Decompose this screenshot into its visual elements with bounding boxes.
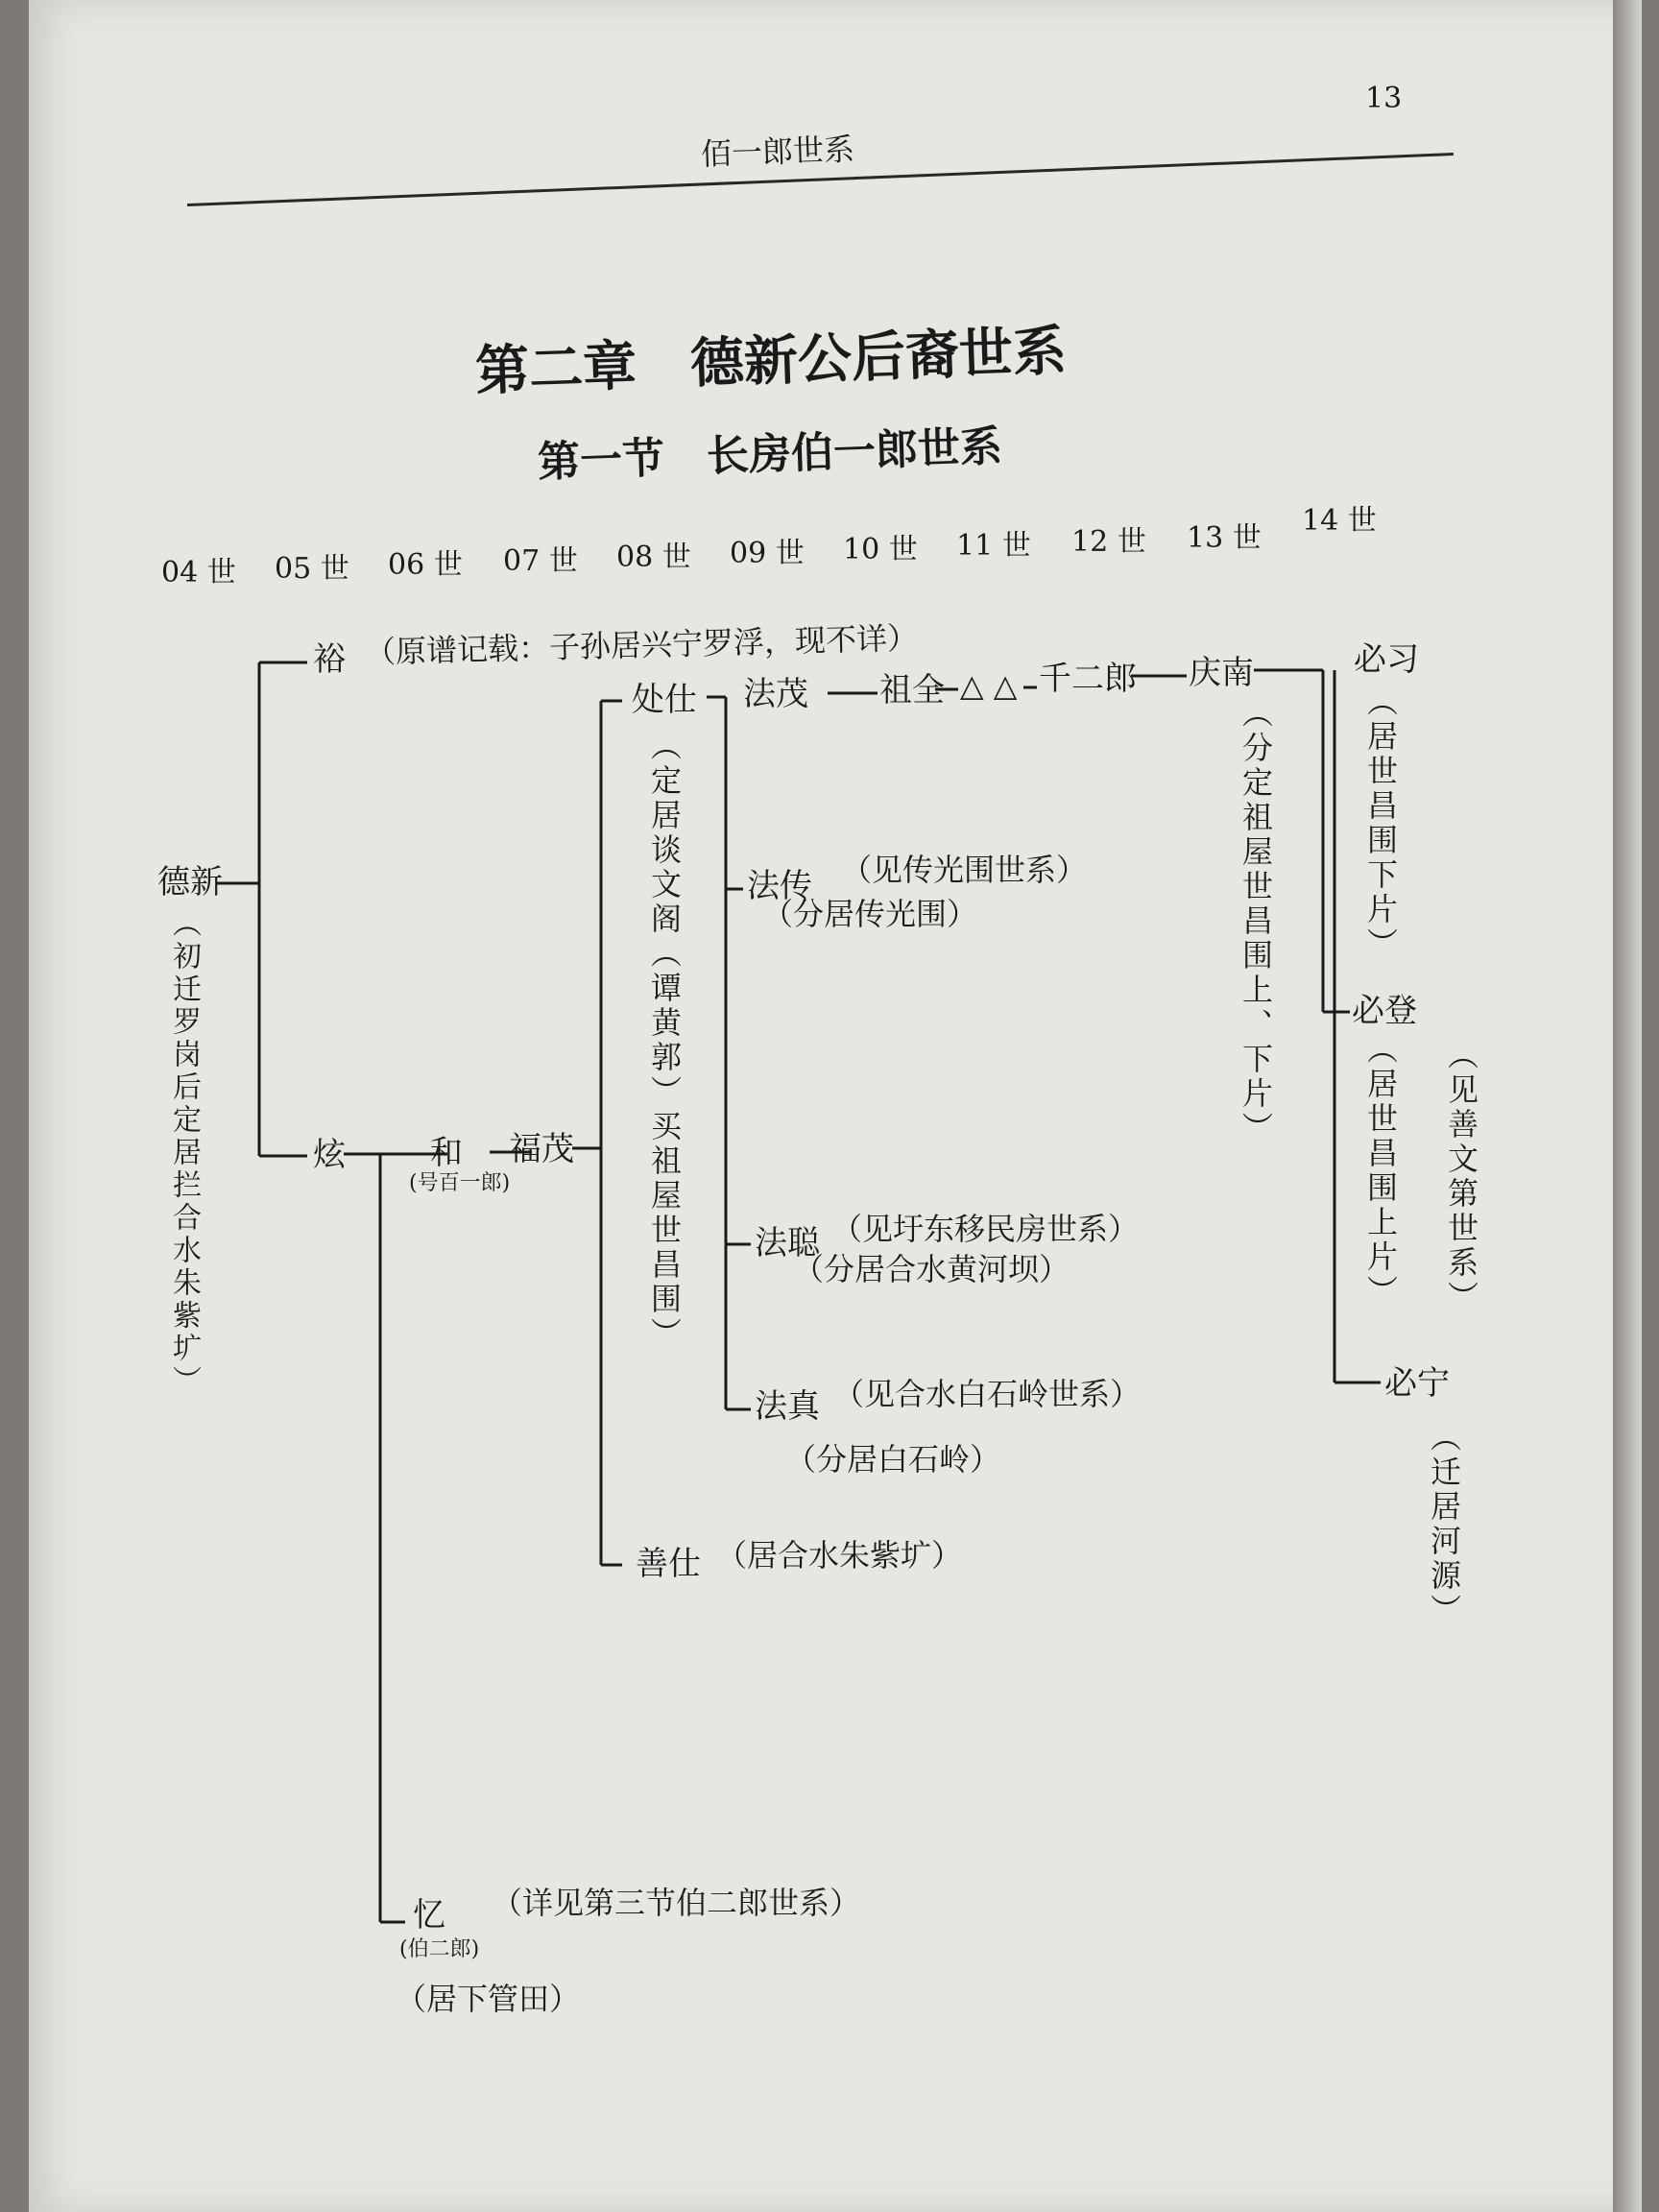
note-qingnan: （分定祖屋世昌围上、下片） xyxy=(1238,697,1274,1146)
ref-facong: （见圩东移民房世系） xyxy=(831,1211,1140,1247)
gen-label: 11 世 xyxy=(956,529,1031,563)
note-fachuan: （分居传光围） xyxy=(762,896,978,932)
gen-label: 05 世 xyxy=(275,552,349,586)
book-page xyxy=(29,0,1642,2212)
note-dexin: （初迁罗岗后定居拦合水朱紫圹） xyxy=(167,908,201,1398)
note-he: (号百一郎) xyxy=(409,1171,511,1195)
person-he: 和 xyxy=(430,1134,463,1172)
note-fazhen: （分居白石岭） xyxy=(785,1441,1001,1478)
note-bideng: （居世昌围上片） xyxy=(1362,1033,1399,1310)
note-bixi: （居世昌围下片） xyxy=(1362,685,1399,962)
person-yi: 忆 xyxy=(413,1896,445,1935)
gen-label: 09 世 xyxy=(730,537,805,570)
person-bining: 必宁 xyxy=(1384,1364,1450,1403)
note-shanshi: （居合水朱紫圹） xyxy=(716,1537,963,1574)
marker-unknown-generations: △ △ xyxy=(960,667,1018,704)
person-fumao: 福茂 xyxy=(509,1130,574,1168)
gen-label: 08 世 xyxy=(616,541,691,574)
person-xuan: 炫 xyxy=(313,1136,346,1174)
person-bixi: 必习 xyxy=(1354,640,1419,679)
gen-label: 06 世 xyxy=(388,548,463,582)
person-facong: 法聪 xyxy=(755,1224,820,1262)
person-fazhen: 法真 xyxy=(755,1387,820,1426)
note-bideng-ref: （见善文第世系） xyxy=(1443,1039,1479,1315)
tree-lines xyxy=(29,0,1642,2212)
gen-label: 04 世 xyxy=(161,556,236,589)
chapter-title: 第二章 德新公后裔世系 xyxy=(474,319,1068,403)
page-number: 13 xyxy=(1365,82,1403,115)
note-chushi: （定居谈文阁（谭黄郭）买祖屋世昌围） xyxy=(646,730,683,1352)
section-title: 第一节 长房伯一郎世系 xyxy=(537,421,1003,488)
person-zuquan: 祖全 xyxy=(879,671,945,709)
person-bideng: 必登 xyxy=(1352,992,1417,1030)
page-edge xyxy=(1613,0,1642,2212)
note-bining: （迁居河源） xyxy=(1426,1421,1462,1628)
gen-label: 10 世 xyxy=(843,533,918,566)
running-title: 佰一郎世系 xyxy=(700,131,855,173)
person-chushi: 处仕 xyxy=(632,681,697,719)
gen-label: 14 世 xyxy=(1302,504,1377,538)
person-qianerlang: 千二郎 xyxy=(1039,660,1137,698)
person-shanshi: 善仕 xyxy=(636,1545,701,1583)
note-facong: （分居合水黄河坝） xyxy=(793,1251,1070,1287)
gen-label: 12 世 xyxy=(1071,525,1146,559)
gen-label: 07 世 xyxy=(503,544,578,578)
person-dexin: 德新 xyxy=(157,863,223,902)
ref-fachuan: （见传光围世系） xyxy=(841,852,1088,888)
ref-fazhen: （见合水白石岭世系） xyxy=(833,1376,1142,1412)
person-famao: 法茂 xyxy=(743,675,808,713)
person-yu: 裕 xyxy=(313,640,346,679)
note-yi-residence: （居下管田） xyxy=(396,1981,581,2017)
person-qingnan: 庆南 xyxy=(1189,654,1254,692)
note-yu: （原谱记载：子孙居兴宁罗浮，现不详） xyxy=(364,619,919,671)
note-yi: (伯二郎) xyxy=(399,1937,480,1961)
ref-yi: （详见第三节伯二郎世系） xyxy=(492,1885,861,1921)
gen-label: 13 世 xyxy=(1187,521,1262,555)
person-fachuan: 法传 xyxy=(747,867,812,905)
